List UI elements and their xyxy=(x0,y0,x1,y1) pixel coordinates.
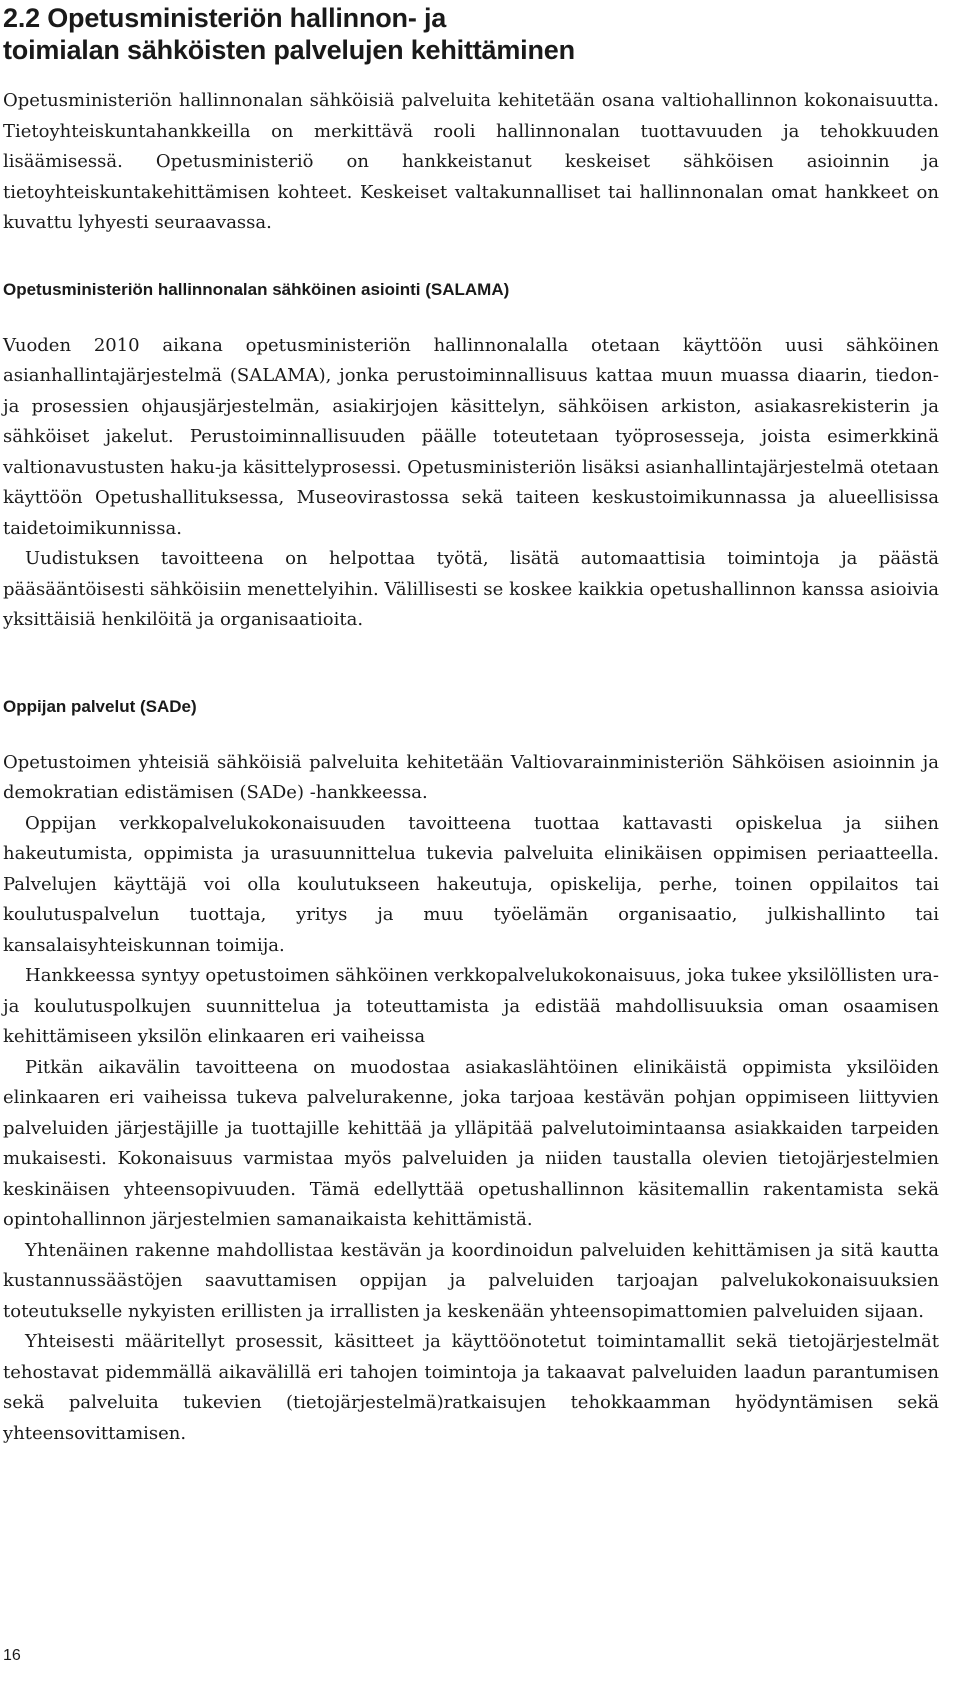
sade-paragraph: Opetustoimen yhteisiä sähköisiä palveluita kehitetään Valtiovarainministeriön Sähköisen asioinnin ja demokratian edistämisen (SADe) -hankkeessa. xyxy=(3,751,939,803)
sade-paragraph: Pitkän aikavälin tavoitteena on muodostaa asiakaslähtöinen elinikäistä oppimista yksilöiden elinkaaren eri vaiheissa tukeva palvelurakenne, joka tarjoaa kestävän pohjan oppimiseen liittyvien palveluiden järjestäjille ja tuottajille kehittää ja ylläpitää palvelutoimintaansa asiakkaiden tarpeiden mukaisesti. Kokonaisuus varmistaa myös palveluiden ja niiden taustalla olevien tietojärjestelmien keskinäisen yhteensopivuuden. Tämä edellyttää opetushallinnon käsitemallin rakentamista sekä opintohallinnon järjestelmien samanaikaista kehittämistä. xyxy=(3,1056,939,1230)
section-body-salama xyxy=(3,331,939,636)
sade-paragraph: Yhtenäinen rakenne mahdollistaa kestävän ja koordinoidun palveluiden kehittämisen ja sitä kautta kustannussäästöjen saavuttamisen oppijan ja palveluiden tarjoajan palvelukokonaisuuksien toteutukselle nykyisten erillisten ja irrallisten ja keskenään yhteensopimattomien palveluiden sijaan. xyxy=(3,1239,939,1322)
sade-paragraph: Hankkeessa syntyy opetustoimen sähköinen verkkopalvelukokonaisuus, joka tukee yksilöllisten ura- ja koulutuspolkujen suunnittelua ja toteuttamista ja edistää mahdollisuuksia oman osaamisen kehittämiseen yksilön elinkaaren eri vaiheissa xyxy=(3,965,939,1047)
page-number: 16 xyxy=(3,1647,21,1664)
chapter-title-line-2: toimialan sähköisten palvelujen kehittäminen xyxy=(3,35,575,65)
document-page xyxy=(3,0,939,1449)
salama-paragraph: Vuoden 2010 aikana opetusministeriön hallinnonalalla otetaan käyttöön uusi sähköinen asianhallintajärjestelmä (SALAMA), jonka perustoiminnallisuus kattaa muun muassa diaarin, tiedon- ja prosessien ohjausjärjestelmän, asiakirjojen käsittelyn, sähköisen arkiston, asiakasrekisterin ja sähköiset jakelut. Perustoiminnallisuuden päälle toteutetaan työprosesseja, joista esimerkkinä valtionavustusten haku-ja käsittelyprosessi. Opetusministeriön lisäksi asianhallintajärjestelmä otetaan käyttöön Opetushallituksessa, Museovirastossa sekä taiteen keskustoimikunnassa ja alueellisissa taidetoimikunnissa. xyxy=(3,334,939,539)
sade-paragraph: Yhteisesti määritellyt prosessit, käsitteet ja käyttöönotetut toimintamallit sekä tietojärjestelmät tehostavat pidemmällä aikavälillä eri tahojen toimintoja ja takaavat palveluiden laadun parantumisen sekä palveluita tukevien (tietojärjestelmä)ratkaisujen tehokkaamman hyödyntämisen sekä yhteensovittamisen. xyxy=(3,1331,939,1444)
section-heading-salama: Opetusministeriön hallinnonalan sähköinen asiointi (SALAMA) xyxy=(3,279,510,299)
section-body-sade xyxy=(3,748,939,1450)
intro-paragraph: Opetusministeriön hallinnonalan sähköisiä palveluita kehitetään osana valtiohallinnon kokonaisuutta. Tietoyhteiskuntahankkeilla on merkittävä rooli hallinnonalan tuottavuuden ja tehokkuuden lisäämisessä. Opetusministeriö on hankkeistanut keskeiset sähköisen asioinnin ja tietoyhteiskuntakehittämisen kohteet. Keskeiset valtakunnalliset tai hallinnonalan omat hankkeet on kuvattu lyhyesti seuraavassa. xyxy=(3,90,939,233)
chapter-title xyxy=(3,2,939,66)
chapter-title-line-1: 2.2 Opetusministeriön hallinnon- ja xyxy=(3,3,447,33)
section-heading-sade: Oppijan palvelut (SADe) xyxy=(3,696,197,716)
sade-paragraph: Oppijan verkkopalvelukokonaisuuden tavoitteena tuottaa kattavasti opiskelua ja siihen hakeutumista, oppimista ja urasuunnittelua tukevia palveluita elinikäisen oppimisen periaatteella. Palvelujen käyttäjä voi olla koulutukseen hakeutuja, opiskelija, perhe, toinen oppilaitos tai koulutuspalvelun tuottaja, yritys ja muu työelämän organisaatio, julkishallinto tai kansalaisyhteiskunnan toimija. xyxy=(3,812,939,956)
salama-paragraph: Uudistuksen tavoitteena on helpottaa työtä, lisätä automaattisia toimintoja ja päästä pääsääntöisesti sähköisiin menettelyihin. Välillisesti se koskee kaikkia opetushallinnon kanssa asioivia yksittäisiä henkilöitä ja organisaatioita. xyxy=(3,548,939,630)
